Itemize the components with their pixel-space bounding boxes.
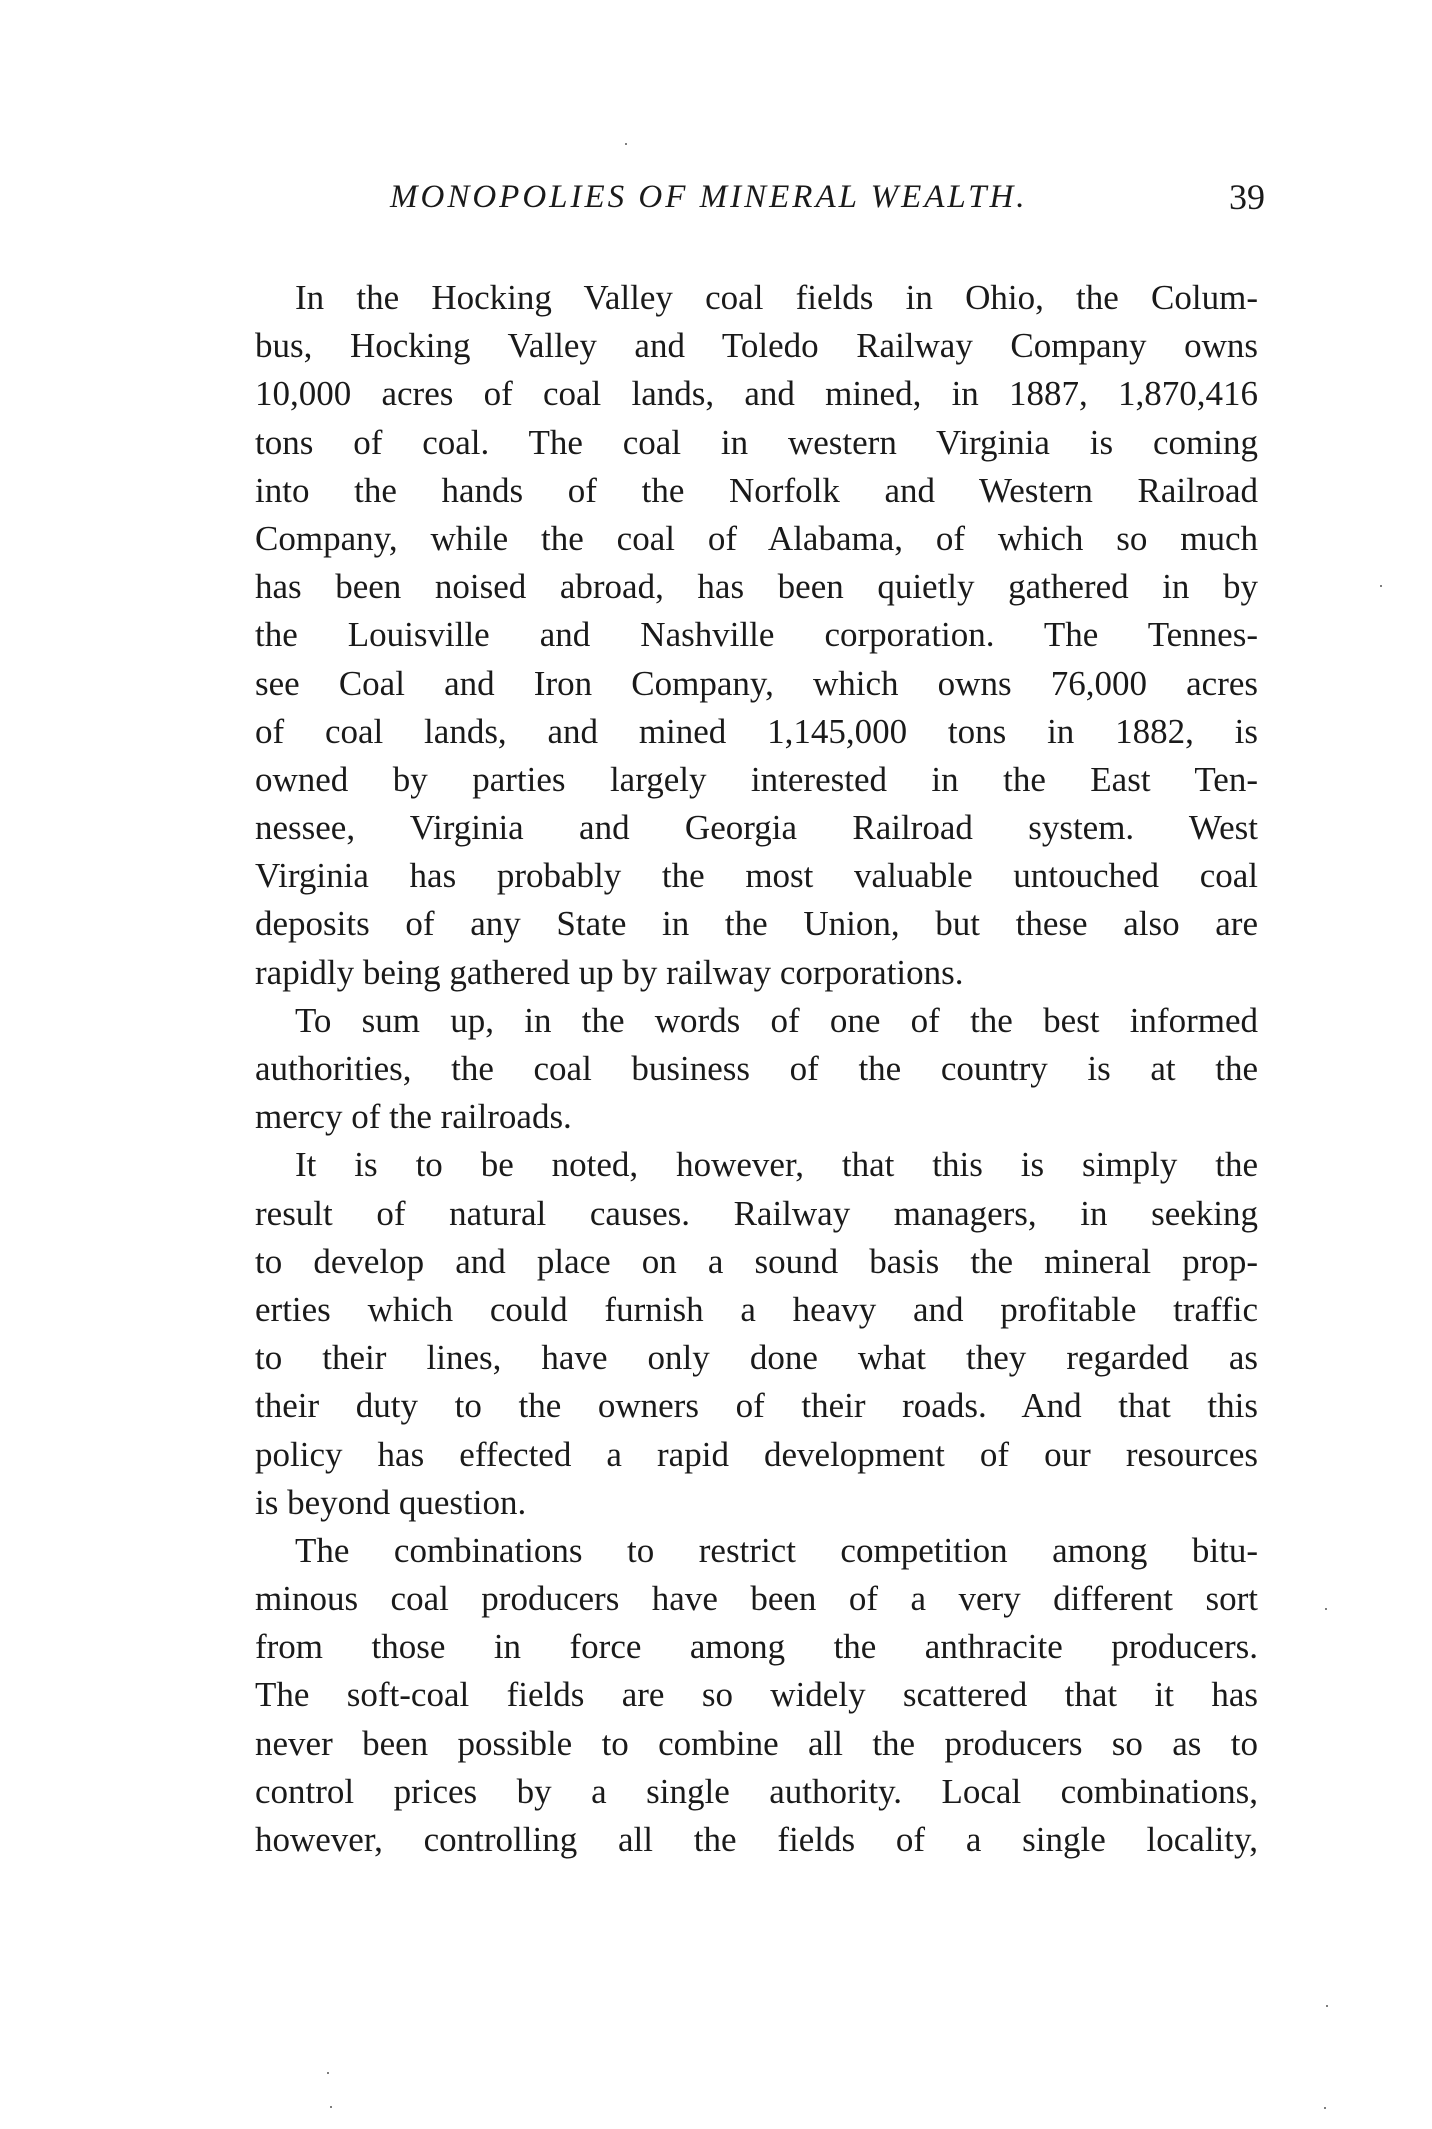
text-line: see Coal and Iron Company, which owns 76,000 acres xyxy=(255,663,1258,703)
text-line: of coal lands, and mined 1,145,000 tons in 1882, is xyxy=(255,711,1258,751)
text-line: To sum up, in the words of one of the best informed xyxy=(295,1000,1258,1040)
text-line: deposits of any State in the Union, but these also are xyxy=(255,904,1258,944)
scan-speck xyxy=(330,2106,332,2108)
running-title: MONOPOLIES OF MINERAL WEALTH. xyxy=(390,179,1028,215)
text-line: In the Hocking Valley coal fields in Ohio, the Colum- xyxy=(295,278,1258,317)
text-line: has been noised abroad, has been quietly gathered in by xyxy=(255,567,1258,607)
text-line: to their lines, have only done what they regarded as xyxy=(255,1338,1258,1378)
text-line: Company, while the coal of Alabama, of which so much xyxy=(255,518,1258,558)
text-line: Virginia has probably the most valuable untouched coal xyxy=(255,856,1258,896)
body-text xyxy=(255,274,1258,1864)
text-line: bus, Hocking Valley and Toledo Railway Company owns xyxy=(255,326,1258,366)
text-line: owned by parties largely interested in the East Ten- xyxy=(255,759,1258,799)
text-line: the Louisville and Nashville corporation. The Tennes- xyxy=(255,615,1258,655)
text-line: policy has effected a rapid development of our resources xyxy=(255,1434,1258,1474)
text-line: minous coal producers have been of a very different sort xyxy=(255,1579,1258,1619)
text-line: mercy of the railroads. xyxy=(255,1097,572,1137)
scan-speck xyxy=(1324,2107,1326,2109)
text-line: control prices by a single authority. Local combinations, xyxy=(255,1771,1258,1811)
text-line: their duty to the owners of their roads. And that this xyxy=(255,1386,1258,1426)
paragraph xyxy=(255,1527,1258,1864)
paragraph xyxy=(255,1141,1258,1527)
paragraph xyxy=(255,997,1258,1142)
text-line: tons of coal. The coal in western Virginia is coming xyxy=(255,422,1258,462)
text-line: erties which could furnish a heavy and profitable traffic xyxy=(255,1289,1258,1329)
paragraph xyxy=(255,274,1258,997)
scan-speck xyxy=(327,2072,329,2074)
text-line: The combinations to restrict competition among bitu- xyxy=(295,1530,1258,1570)
scan-speck xyxy=(1325,1608,1327,1610)
text-line: to develop and place on a sound basis the mineral prop- xyxy=(255,1241,1258,1281)
scan-speck xyxy=(1326,2005,1328,2007)
text-line: from those in force among the anthracite producers. xyxy=(255,1627,1258,1667)
text-line: The soft-coal fields are so widely scattered that it has xyxy=(255,1675,1258,1715)
text-line: rapidly being gathered up by railway corporations. xyxy=(255,952,964,992)
running-head xyxy=(255,172,1265,222)
text-line: however, controlling all the fields of a single locality, xyxy=(255,1820,1258,1859)
text-line: It is to be noted, however, that this is simply the xyxy=(295,1145,1258,1185)
text-line: nessee, Virginia and Georgia Railroad system. West xyxy=(255,808,1258,848)
text-line: result of natural causes. Railway managers, in seeking xyxy=(255,1193,1258,1233)
scan-speck xyxy=(625,143,627,145)
text-line: is beyond question. xyxy=(255,1482,527,1522)
text-line: authorities, the coal business of the country is at the xyxy=(255,1049,1258,1088)
scan-speck xyxy=(1380,585,1382,587)
text-line: never been possible to combine all the producers so as to xyxy=(255,1723,1258,1763)
page-number: 39 xyxy=(1229,177,1265,217)
text-line: into the hands of the Norfolk and Western Railroad xyxy=(255,470,1258,510)
text-line: 10,000 acres of coal lands, and mined, in 1887, 1,870,416 xyxy=(255,374,1258,414)
